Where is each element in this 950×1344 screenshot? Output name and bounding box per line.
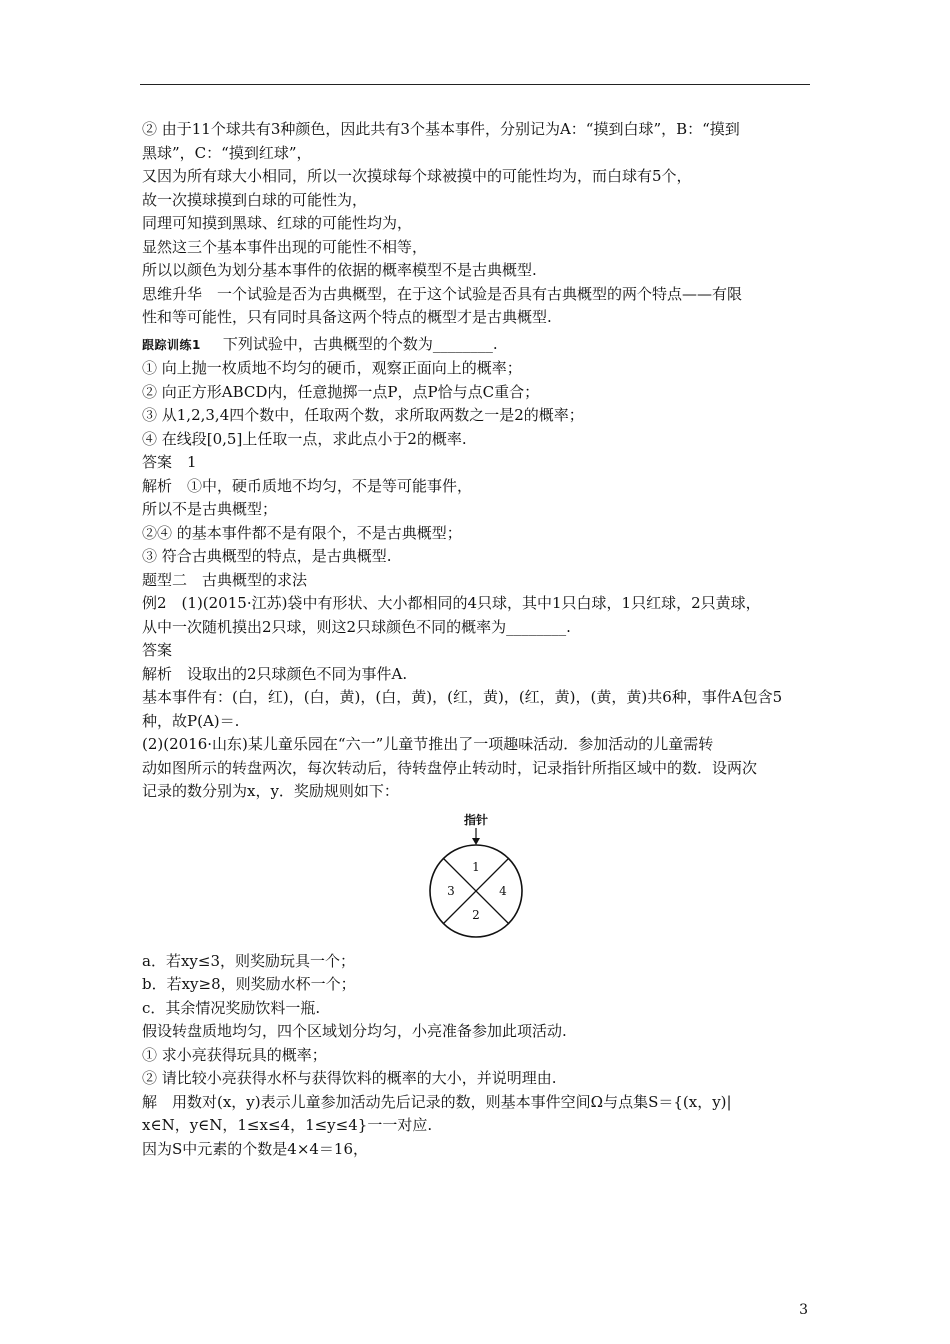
text-line: 所以不是古典概型； [142,500,278,518]
text-line: ① 向上抛一枚质地不均匀的硬币，观察正面向上的概率； [142,359,522,377]
text-line: 性和等可能性，只有同时具备这两个特点的概型才是古典概型. [142,308,552,326]
text-line: 例2 (1)(2015·江苏)袋中有形状、大小都相同的4只球，其中1只白球，1只红球，2只黄球， [142,594,761,612]
text-line: ② 请比较小亮获得水杯与获得饮料的概率的大小，并说明理由. [142,1069,557,1087]
text-line: 解析 设取出的2只球颜色不同为事件A. [142,664,408,683]
spinner-diagram [422,810,532,948]
text-line: 假设转盘质地均匀，四个区域划分均匀，小亮准备参加此项活动. [142,1022,567,1040]
training-tag: 跟踪训练1 [142,337,201,352]
text-line: 记录的数分别为x，y．奖励规则如下： [142,782,399,800]
text-line: (2)(2016·山东)某儿童乐园在“六一”儿童节推出了一项趣味活动．参加活动的儿童需转 [142,735,714,753]
text-line: 同理可知摸到黑球、红球的可能性均为， [142,214,413,232]
pointer-label: 指针 [463,812,489,827]
text-line: 又因为所有球大小相同，所以一次摸球每个球被摸中的可能性均为，而白球有5个， [142,167,692,185]
region-3-label: 3 [447,883,455,898]
region-2-label: 2 [472,907,480,922]
header-rule [140,84,810,85]
text-line: ③ 从1,2,3,4四个数中，任取两个数，求所取两数之一是2的概率； [142,406,584,424]
text-line: ① 求小亮获得玩具的概率； [142,1045,327,1064]
text-line: 解析 ①中，硬币质地不均匀，不是等可能事件， [142,476,473,495]
text-line: b．若xy≥8，则奖励水杯一个； [142,975,356,993]
text-line: 故一次摸球摸到白球的可能性为， [142,190,368,209]
pointer-arrow-icon [472,838,480,845]
text-line: ③ 符合古典概型的特点，是古典概型. [142,547,392,565]
text-line: 基本事件有：(白，红)，(白，黄)，(白，黄)，(红，黄)，(红，黄)，(黄，黄)共6种，事件A包含5 [142,688,783,706]
text-line: ② 向正方形ABCD内，任意抛掷一点P，点P恰与点C重合； [142,382,540,401]
text-line: 从中一次随机摸出2只球，则这2只球颜色不同的概率为________. [142,617,571,636]
text-line: c．其余情况奖励饮料一瓶. [142,998,321,1017]
page-number: 3 [799,1302,808,1318]
text-line: a．若xy≤3，则奖励玩具一个； [142,951,355,970]
text-line: 思维升华 一个试验是否为古典概型，在于这个试验是否具有古典概型的两个特点——有限 [142,284,743,303]
text-line: 解 用数对(x，y)表示儿童参加活动先后记录的数，则基本事件空间Ω与点集S＝{(x，y)| [142,1092,732,1111]
text-line: 因为S中元素的个数是4×4＝16， [142,1139,369,1158]
section-heading: 题型二 古典概型的求法 [142,570,308,589]
answer-line: 答案 [142,641,173,659]
spinner-figure [142,810,810,948]
answer-line: 答案 1 [142,453,197,471]
text-line: x∈N，y∈N，1≤x≤4，1≤y≤4}一一对应. [142,1116,433,1134]
page-content [142,118,810,1161]
text-line: ②④ 的基本事件都不是有限个，不是古典概型； [142,523,462,542]
text-line: 所以以颜色为划分基本事件的依据的概率模型不是古典概型. [142,261,537,279]
text-line: ② 由于11个球共有3种颜色，因此共有3个基本事件，分别记为A：“摸到白球”，B：“摸到 [142,120,740,138]
training-heading [142,333,810,358]
region-1-label: 1 [472,859,480,874]
text-line: 种，故P(A)＝. [142,711,240,730]
text-line: 动如图所示的转盘两次，每次转动后，待转盘停止转动时，记录指针所指区域中的数．设两次 [142,758,758,777]
text-line: ④ 在线段[0,5]上任取一点，求此点小于2的概率. [142,429,467,448]
text-line: 黑球”，C：“摸到红球”， [142,143,312,162]
region-4-label: 4 [499,883,507,898]
training-question: 下列试验中，古典概型的个数为________. [222,334,498,353]
text-line: 显然这三个基本事件出现的可能性不相等， [142,237,428,256]
